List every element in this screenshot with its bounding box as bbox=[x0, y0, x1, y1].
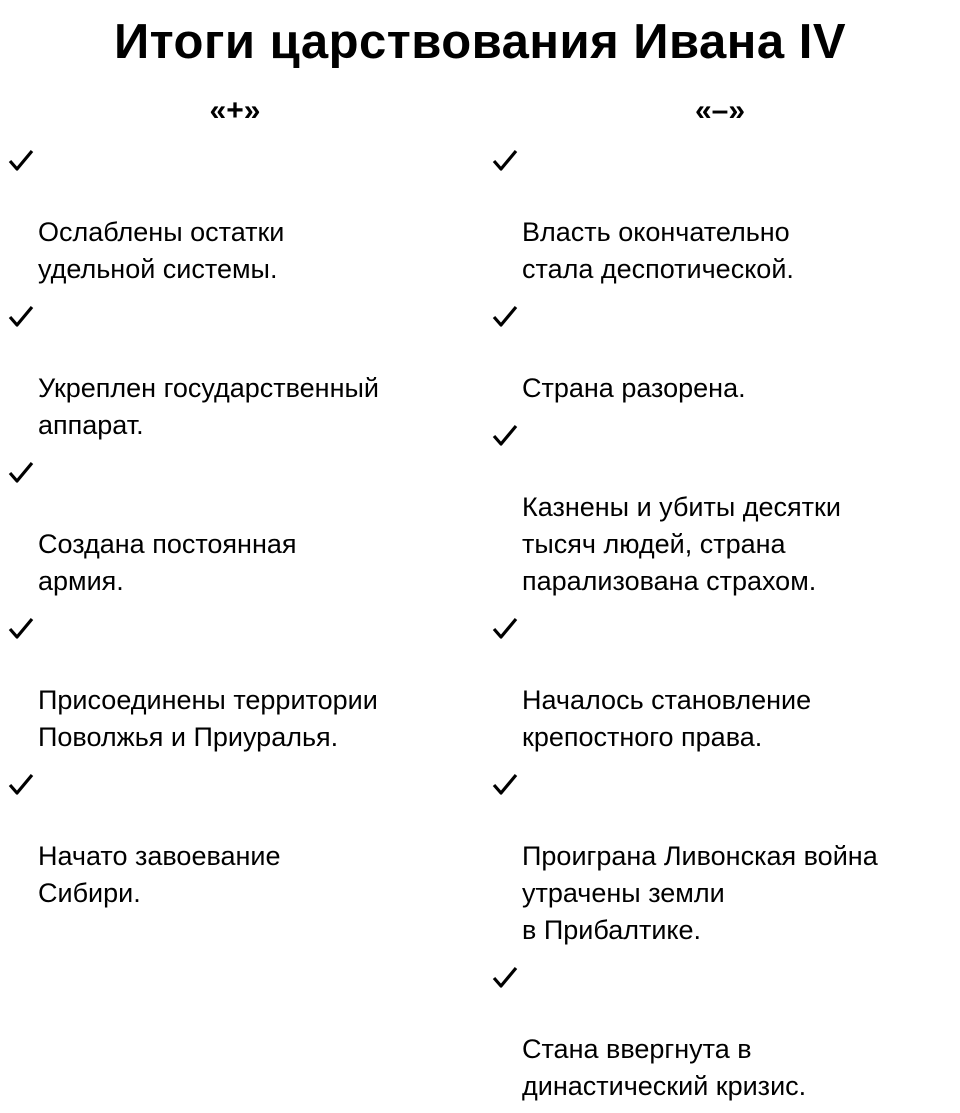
list-item bbox=[492, 608, 954, 756]
checkmark-icon bbox=[492, 616, 518, 640]
checkmark-icon bbox=[8, 772, 34, 796]
list-item-text: Стана ввергнута в династический кризис. bbox=[522, 1034, 807, 1101]
list-item-text: Присоединены территории Поволжья и Приуралья. bbox=[38, 685, 378, 752]
checkmark-icon bbox=[8, 460, 34, 484]
list-item-text: Началось становление крепостного права. bbox=[522, 685, 812, 752]
plus-list bbox=[8, 140, 478, 920]
list-item-text: Укреплен государственный аппарат. bbox=[38, 373, 379, 440]
checkmark-icon bbox=[8, 148, 34, 172]
checkmark-icon bbox=[492, 772, 518, 796]
minus-column-heading: «–» bbox=[694, 94, 746, 127]
list-item bbox=[492, 764, 954, 949]
list-item bbox=[8, 764, 478, 912]
checkmark-icon bbox=[492, 423, 518, 447]
list-item bbox=[492, 957, 954, 1105]
list-item bbox=[492, 415, 954, 600]
checkmark-icon bbox=[8, 304, 34, 328]
checkmark-icon bbox=[492, 965, 518, 989]
page-title: Итоги царствования Ивана IV bbox=[113, 15, 847, 69]
list-item-text: Страна разорена. bbox=[522, 373, 746, 403]
checkmark-icon bbox=[492, 304, 518, 328]
list-item bbox=[492, 140, 954, 288]
list-item bbox=[8, 296, 478, 444]
list-item-text: Начато завоевание Сибири. bbox=[38, 841, 281, 908]
plus-column-heading: «+» bbox=[209, 94, 261, 127]
list-item-text: Власть окончательно стала деспотической. bbox=[522, 217, 794, 284]
list-item-text: Казнены и убиты десятки тысяч людей, страна парализована страхом. bbox=[522, 492, 841, 596]
list-item-text: Ослаблены остатки удельной системы. bbox=[38, 217, 285, 284]
list-item bbox=[8, 608, 478, 756]
list-item bbox=[8, 452, 478, 600]
list-item bbox=[8, 140, 478, 288]
checkmark-icon bbox=[492, 148, 518, 172]
minus-list bbox=[492, 140, 954, 1113]
list-item bbox=[492, 296, 954, 407]
list-item-text: Проиграна Ливонская война утрачены земли в Прибалтике. bbox=[522, 841, 878, 945]
checkmark-icon bbox=[8, 616, 34, 640]
list-item-text: Создана постоянная армия. bbox=[38, 529, 297, 596]
